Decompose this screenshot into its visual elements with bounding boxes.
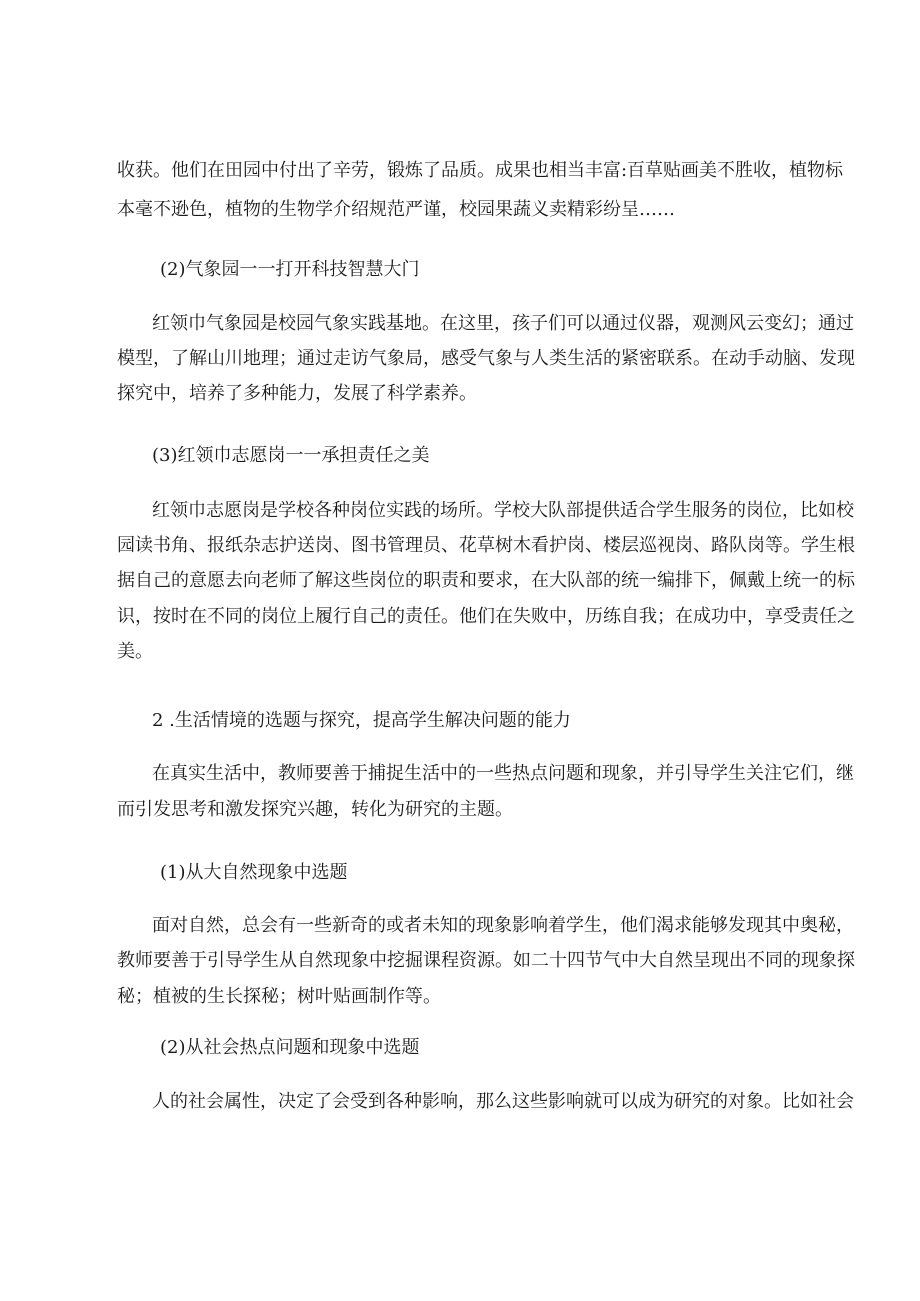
paragraph-line: 秘；植被的生长探秘；树叶贴画制作等。 [117,986,441,1007]
paragraph-line: 探究中，培养了多种能力，发展了科学素养。 [117,383,477,404]
paragraph-line: 在真实生活中，教师要善于捕捉生活中的一些热点问题和现象，并引导学生关注它们，继 [152,763,854,784]
paragraph-line: 本毫不逊色，植物的生物学介绍规范严谨，校园果蔬义卖精彩纷呈…… [117,199,675,220]
paragraph-line: 美。 [117,641,153,662]
paragraph-line: 红领巾气象园是校园气象实践基地。在这里，孩子们可以通过仪器，观测风云变幻；通过 [152,313,854,334]
subheading-nature: (1)从大自然现象中选题 [160,862,348,883]
paragraph-line: 人的社会属性，决定了会受到各种影响，那么这些影响就可以成为研究的对象。比如社会 [152,1091,854,1112]
subheading-weather-garden: (2)气象园一一打开科技智慧大门 [160,259,420,280]
paragraph-line: 面对自然，总会有一些新奇的或者未知的现象影响着学生，他们渴求能够发现其中奥秘， [152,915,854,936]
paragraph-line: 红领巾志愿岗是学校各种岗位实践的场所。学校大队部提供适合学生服务的岗位，比如校 [152,500,854,521]
paragraph-line: 教师要善于引导学生从自然现象中挖掘课程资源。如二十四节气中大自然呈现出不同的现象探 [117,950,855,971]
paragraph-line: 园读书角、报纸杂志护送岗、图书管理员、花草树木看护岗、楼层巡视岗、路队岗等。学生根 [117,535,855,556]
paragraph-line: 而引发思考和激发探究兴趣，转化为研究的主题。 [117,799,513,820]
subheading-volunteer-post: (3)红领巾志愿岗一一承担责任之美 [152,445,430,466]
paragraph-line: 据自己的意愿去向老师了解这些岗位的职责和要求，在大队部的统一编排下，佩戴上统一的标 [117,570,855,591]
paragraph-line: 收获。他们在田园中付出了辛劳，锻炼了品质。成果也相当丰富:百草贴画美不胜收，植物标 [117,160,844,181]
paragraph-line: 模型，了解山川地理；通过走访气象局，感受气象与人类生活的紧密联系。在动手动脑、发现 [117,348,855,369]
subheading-social: (2)从社会热点问题和现象中选题 [160,1037,420,1058]
paragraph-line: 识，按时在不同的岗位上履行自己的责任。他们在失败中，历练自我；在成功中，享受责任之 [117,606,855,627]
section-heading: 2 .生活情境的选题与探究，提高学生解决问题的能力 [152,710,571,731]
